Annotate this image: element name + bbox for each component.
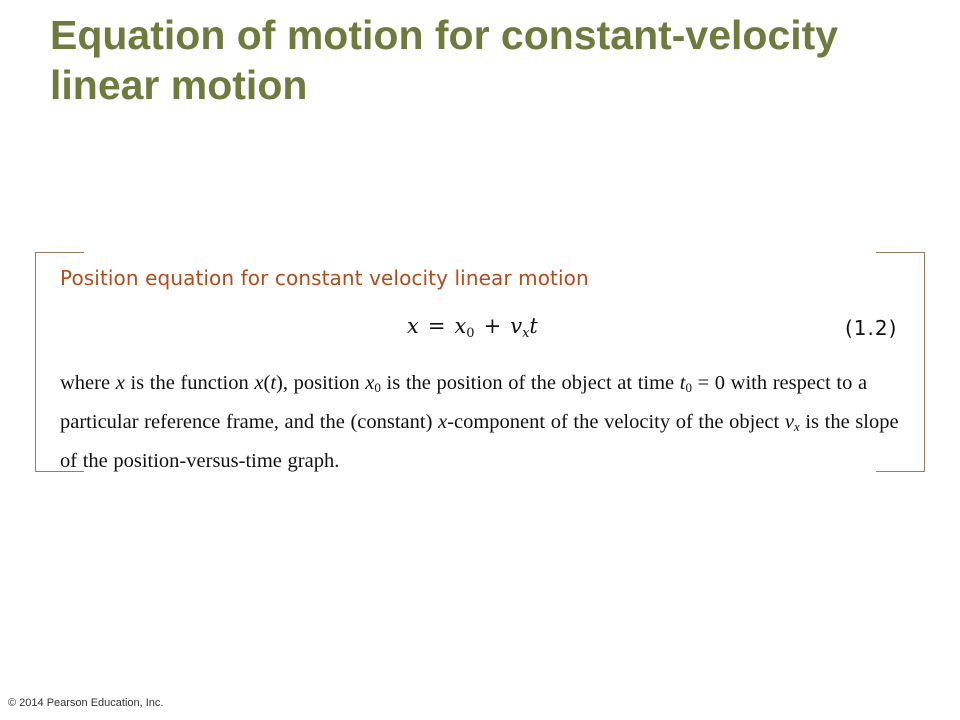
desc-var-v-sub: x — [793, 419, 800, 434]
equation-term1: x — [454, 314, 467, 338]
desc-text-2: is the function — [124, 372, 255, 394]
box-heading: Position equation for constant velocity linear motion — [60, 266, 589, 290]
desc-var-x0: x — [365, 372, 375, 394]
equation-term1-sub: 0 — [466, 326, 475, 341]
equation-lhs: x — [407, 314, 419, 338]
equation-description — [60, 366, 905, 478]
desc-text-3: ( — [263, 372, 271, 394]
desc-var-x0-sub: 0 — [374, 380, 381, 395]
desc-var-t0-sub: 0 — [685, 380, 692, 395]
desc-var-x: x — [115, 372, 125, 394]
desc-var-x-func: x — [254, 372, 264, 394]
equation-term2: v — [510, 314, 523, 338]
copyright-notice: © 2014 Pearson Education, Inc. — [8, 697, 164, 709]
desc-var-x-component: x — [438, 411, 448, 433]
equation-term2-var: t — [529, 314, 538, 338]
desc-var-t: t — [270, 372, 277, 394]
desc-text-4: ), position — [276, 372, 366, 394]
equation-equals: = — [427, 314, 446, 338]
equation-term2-sub: x — [522, 326, 530, 341]
desc-var-v: v — [784, 411, 794, 433]
desc-var-t0: t — [679, 372, 686, 394]
desc-text-6: = 0 with respect to a particular reference frame, and the (constant) — [60, 372, 868, 433]
desc-text-1: where — [60, 372, 116, 394]
equation-number: (1.2) — [845, 316, 898, 340]
position-equation — [407, 314, 538, 341]
desc-text-5: is the position of the object at time — [380, 372, 680, 394]
desc-text-8: is the slope of the position-versus-time graph. — [60, 411, 899, 472]
equation-plus: + — [483, 314, 502, 338]
desc-text-7: -component of the velocity of the object — [447, 411, 785, 433]
slide-title: Equation of motion for constant-velocity linear motion — [50, 12, 839, 108]
equation-box — [35, 252, 925, 472]
